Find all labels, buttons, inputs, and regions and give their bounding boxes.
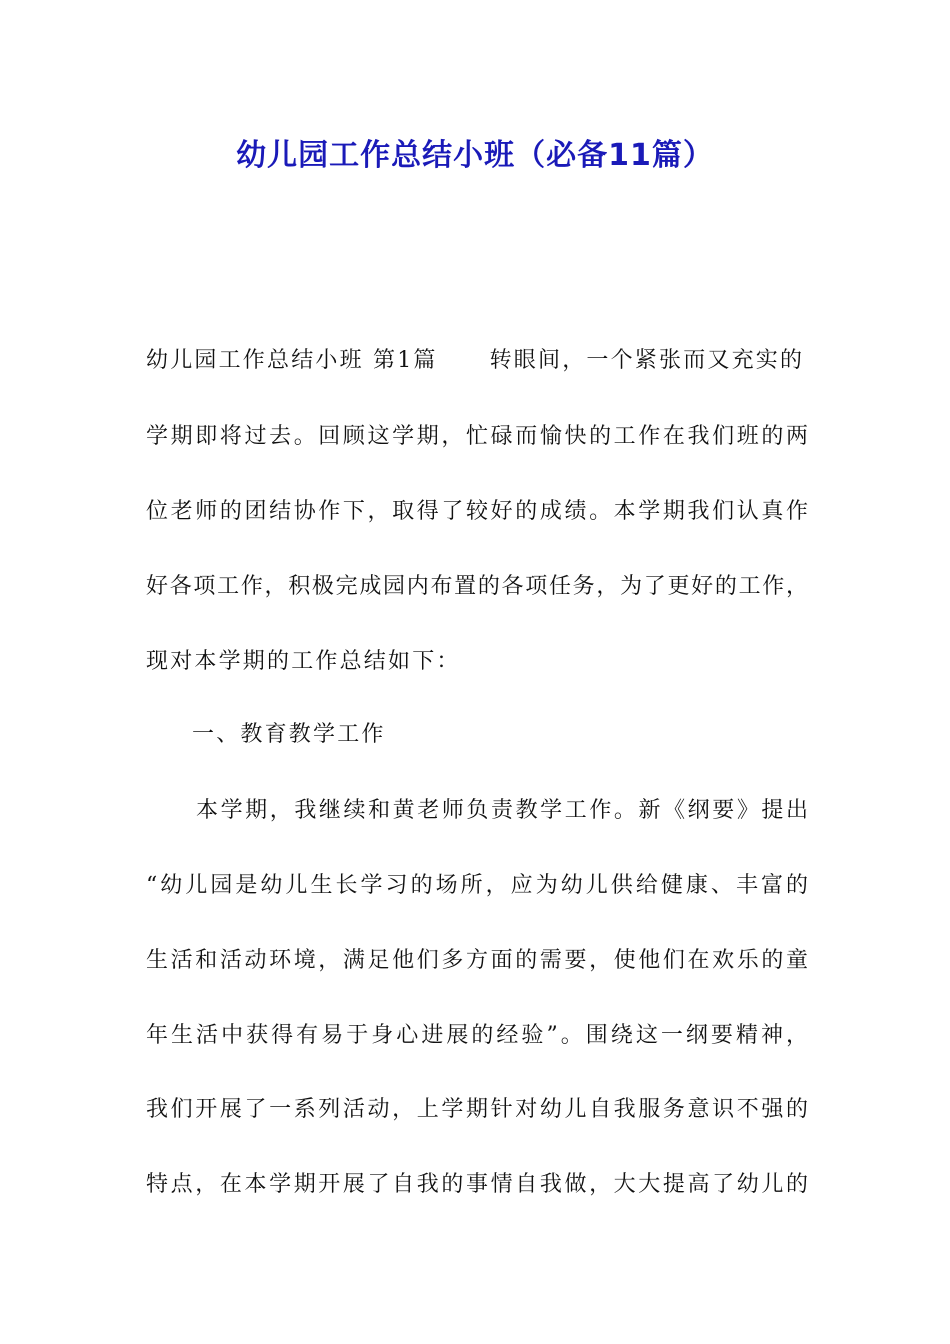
- paragraph-line: 好各项工作，积极完成园内布置的各项任务，为了更好的工作，: [146, 574, 808, 599]
- paragraph-line: [146, 346, 808, 376]
- paragraph-line: 本学期，我继续和黄老师负责教学工作。新《纲要》提出: [196, 798, 808, 823]
- paragraph-line: 现对本学期的工作总结如下：: [146, 649, 461, 674]
- paragraph-text: 转眼间，一个紧张而又充实的: [489, 348, 805, 373]
- paragraph-line: 位老师的团结协作下，取得了较好的成绩。本学期我们认真作: [146, 499, 808, 524]
- subheading: 一、教育教学工作: [192, 722, 386, 747]
- document-title: 幼儿园工作总结小班（必备11篇）: [236, 138, 714, 173]
- paragraph-line: “幼儿园是幼儿生长学习的场所，应为幼儿供给健康、丰富的: [146, 873, 808, 898]
- paragraph-line: 生活和活动环境，满足他们多方面的需要，使他们在欢乐的童: [146, 948, 808, 973]
- paragraph-line: 学期即将过去。回顾这学期，忙碌而愉快的工作在我们班的两: [146, 424, 808, 449]
- paragraph-line: 年生活中获得有易于身心进展的经验”。围绕这一纲要精神，: [146, 1023, 808, 1048]
- paragraph-line: 特点，在本学期开展了自我的事情自我做，大大提高了幼儿的: [146, 1172, 808, 1197]
- section-heading: 幼儿园工作总结小班 第1篇: [146, 348, 438, 373]
- paragraph-line: 我们开展了一系列活动，上学期针对幼儿自我服务意识不强的: [146, 1097, 808, 1122]
